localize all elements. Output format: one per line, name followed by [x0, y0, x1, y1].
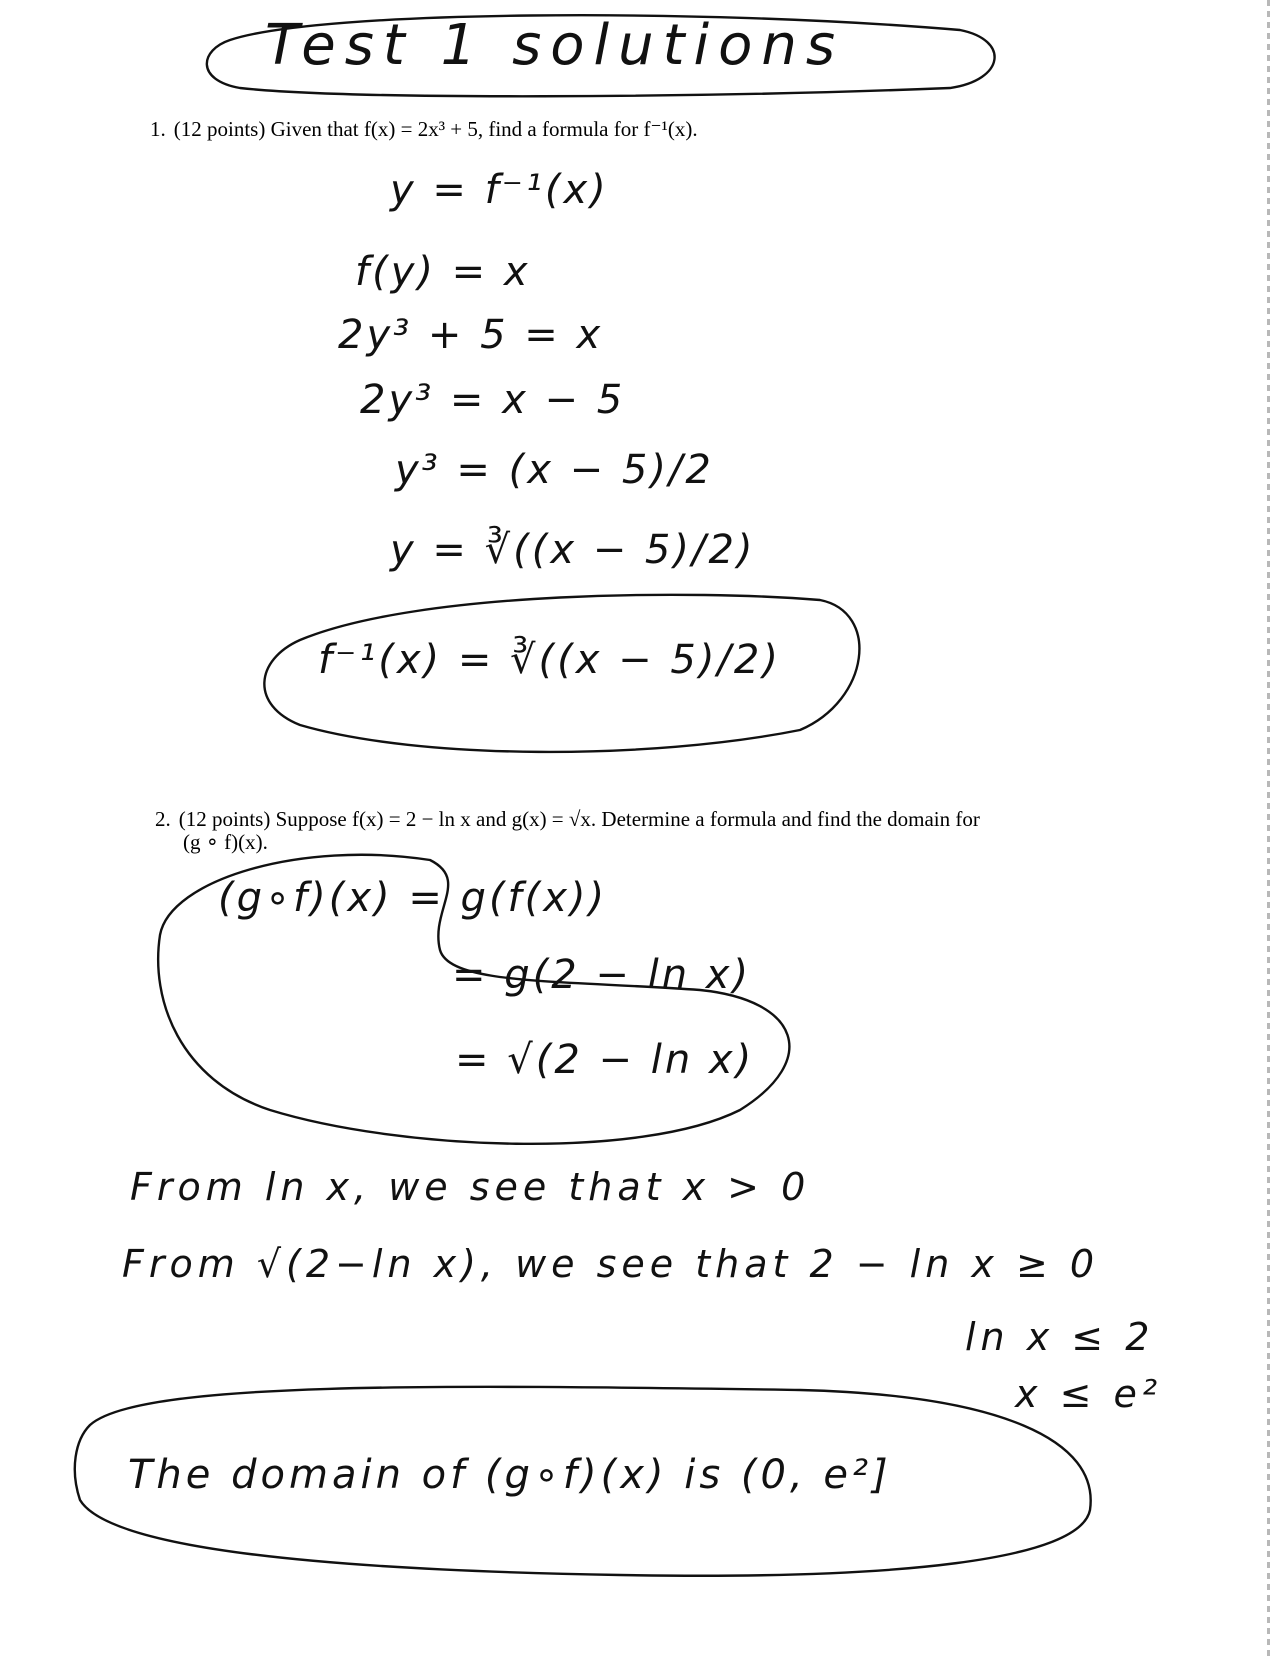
scan-edge-artifact: [1267, 0, 1270, 1656]
problem-2-step-2: = g(2 − ln x): [452, 952, 752, 998]
reasoning-line-4: x ≤ e²: [1015, 1372, 1163, 1416]
domain-conclusion: The domain of (g∘f)(x) is (0, e²]: [128, 1452, 892, 1498]
problem-2-text-line-2: (g ∘ f)(x).: [183, 830, 268, 855]
problem-1-step-5: y³ = (x − 5)/2: [395, 447, 714, 493]
problem-2-step-1: (g∘f)(x) = g(f(x)): [218, 875, 608, 921]
page-heading: Test 1 solutions: [265, 13, 845, 78]
problem-1-statement: [150, 118, 698, 141]
problem-1-step-4: 2y³ = x − 5: [360, 377, 626, 423]
reasoning-line-2: From √(2−ln x), we see that 2 − ln x ≥ 0: [122, 1242, 1100, 1286]
problem-1-step-2: f(y) = x: [355, 249, 531, 295]
problem-2-statement: [155, 808, 980, 854]
problem-1-number: 1.: [150, 117, 166, 141]
problem-1-step-3: 2y³ + 5 = x: [338, 312, 604, 358]
reasoning-line-3: ln x ≤ 2: [965, 1315, 1155, 1359]
problem-1-step-1: y = f⁻¹(x): [390, 167, 609, 213]
problem-1-answer: f⁻¹(x) = ∛((x − 5)/2): [318, 637, 781, 683]
problem-1-step-6: y = ∛((x − 5)/2): [390, 527, 756, 573]
problem-2-text-line-1: (12 points) Suppose f(x) = 2 − ln x and g(x) = √x. Determine a formula and find the domain for: [178, 807, 980, 831]
reasoning-line-1: From ln x, we see that x > 0: [130, 1165, 811, 1209]
problem-2-step-3: = √(2 − ln x): [455, 1037, 755, 1083]
problem-2-number: 2.: [155, 807, 171, 831]
problem-1-text: (12 points) Given that f(x) = 2x³ + 5, find a formula for f⁻¹(x).: [173, 117, 698, 141]
